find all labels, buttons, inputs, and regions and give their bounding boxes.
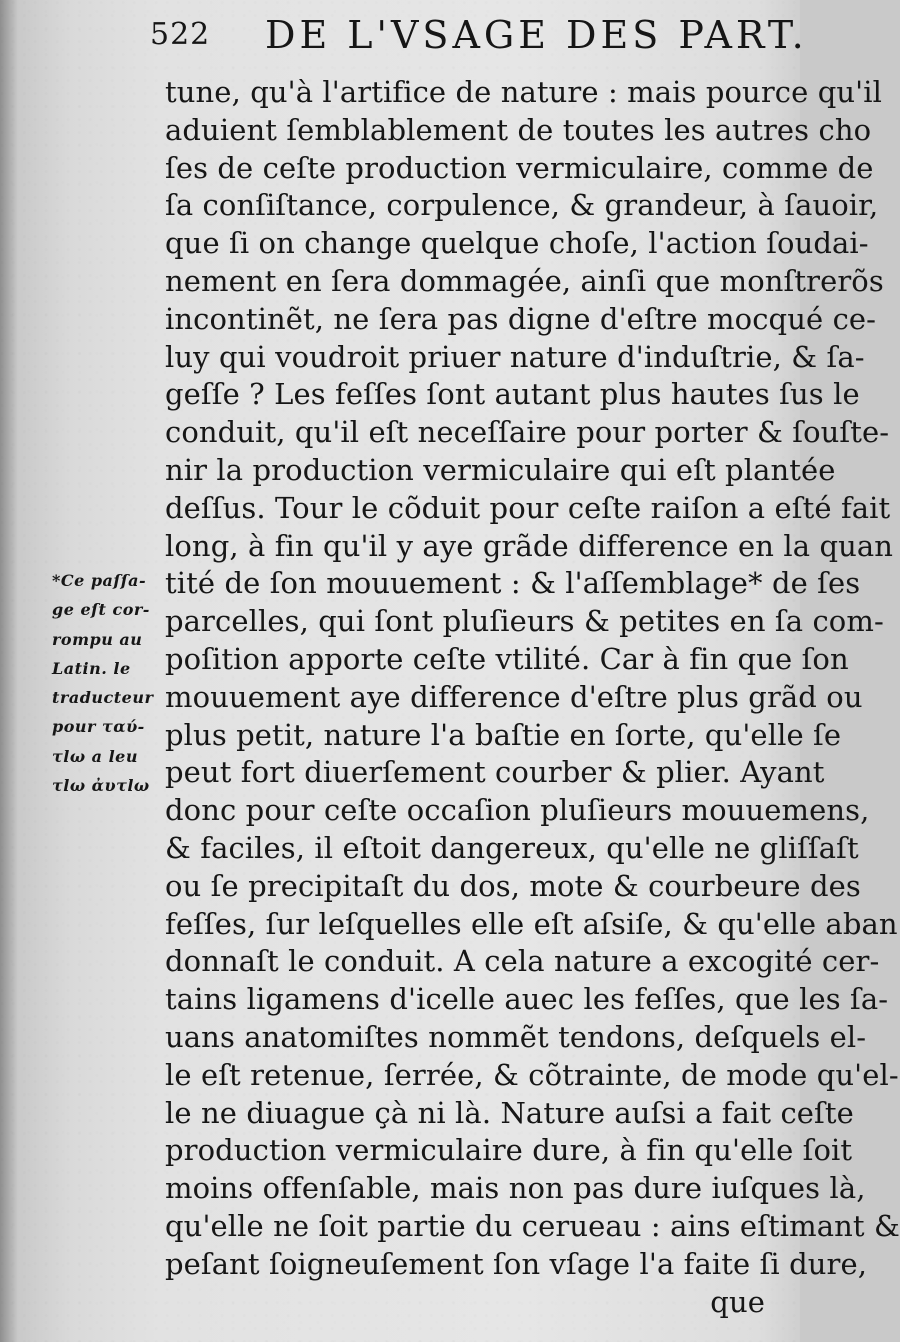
margin-note-line: rompu au [52,629,143,649]
margin-note-line: τlω ἀυτlω [52,776,150,796]
text-line: le ne diuague çà ni là. Nature auſsi a fait ceſte [165,1095,854,1130]
margin-note [52,566,164,800]
text-line: ſes de ceſte production vermiculaire, comme de [165,150,874,185]
text-line: tune, qu'à l'artifice de nature : mais pource qu'il [165,75,882,109]
text-line: & faciles, il eſtoit dangereux, qu'elle ne gliſſaſt [165,830,859,865]
text-line: parcelles, qui ſont pluſieurs & petites en ſa com- [165,604,884,639]
text-line: conduit, qu'il eſt neceſſaire pour porter & ſouſte- [165,415,890,450]
text-line: tité de ſon mouuement : & l'aſſemblage* de ſes [165,566,861,601]
page-header [150,13,808,64]
text-line: mouuement aye difference d'eſtre plus grãd ou [165,679,863,714]
text-line: qu'elle ne ſoit partie du cerueau : ains eſtimant & [165,1208,900,1243]
text-line: plus petit, nature l'a baſtie en ſorte, qu'elle ſe [165,717,842,752]
text-line: long, à fin qu'il y aye grãde difference en la quan [165,528,894,563]
margin-note-line: traducteur [52,688,154,708]
text-line: incontinẽt, ne ſera pas digne d'eſtre mocqué ce- [165,301,877,336]
text-line: luy qui voudroit priuer nature d'induſtrie, & ſa- [165,339,865,374]
text-line: donc pour ceſte occaſion pluſieurs mouuemens, [165,793,870,828]
text-line: que ſi on change quelque choſe, l'action ſoudai- [165,226,869,261]
text-line: feſſes, ſur leſquelles elle eſt aſsiſe, & qu'elle aban [165,906,898,941]
text-line: moins offenſable, mais non pas dure iuſques là, [165,1171,866,1206]
margin-note-line: pour ταύ- [52,717,145,737]
text-line: ou ſe precipitaſt du dos, mote & courbeure des [165,868,861,903]
text-line: ſa conſiſtance, corpulence, & grandeur, à ſauoir, [165,188,879,223]
text-line: nir la production vermiculaire qui eſt plantée [165,452,836,487]
text-line: production vermiculaire dure, à fin qu'elle ſoit [165,1133,853,1168]
text-line: peut fort diuerſement courber & plier. Ayant [165,755,825,790]
text-line: aduient ſemblablement de toutes les autres cho [165,112,872,147]
main-text-block [165,74,900,1321]
text-line: tains ligamens d'icelle auec les feſſes, que les ſa- [165,982,889,1017]
text-line: deſſus. Tour le cõduit pour ceſte raiſon a eſté fait [165,490,891,525]
margin-note-line: Latin. le [52,658,131,678]
text-line: donnaſt le conduit. A cela nature a excogité cer- [165,944,880,979]
text-line: le eſt retenue, ſerrée, & cõtrainte, de mode qu'el- [165,1057,899,1092]
text-line: uans anatomiſtes nommẽt tendons, deſquels el- [165,1019,867,1054]
text-line: nement en ſera dommagée, ainſi que monſtrerõs [165,263,884,298]
text-line: peſant ſoigneuſement ſon vſage l'a faite ſi dure, [165,1246,868,1281]
margin-note-line: *Ce paſſa- [52,571,147,590]
text-line: poſition apporte ceſte vtilité. Car à fin que ſon [165,641,849,676]
text-line: geſſe ? Les feſſes ſont autant plus hautes ſus le [165,377,860,412]
page-number: 522 [150,17,211,52]
catchword: que [710,1284,765,1319]
margin-note-line: ge eſt cor- [52,600,150,620]
margin-note-line: τlω a leu [52,746,138,766]
running-title: DE L'VSAGE DES PART. [265,13,808,57]
